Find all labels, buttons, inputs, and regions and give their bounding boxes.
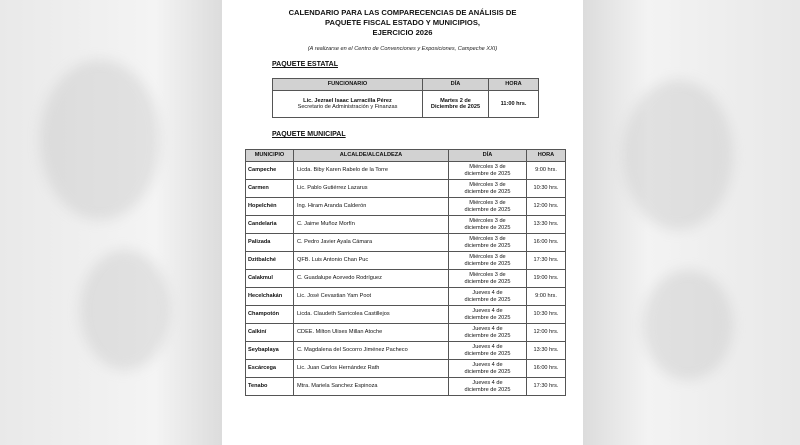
table-row (246, 234, 566, 252)
municipality-cell: Campeche (246, 162, 294, 180)
document-title-line-3: EJERCICIO 2026 (372, 28, 433, 37)
table-row (246, 252, 566, 270)
table-row (246, 216, 566, 234)
day-line-2: diciembre de 2025 (464, 278, 511, 285)
municipality-cell: Candelaria (246, 216, 294, 234)
day-cell (449, 324, 527, 342)
table-row (246, 198, 566, 216)
day-cell (449, 198, 527, 216)
municipality-column-header: MUNICIPIO (246, 150, 294, 162)
day-cell (449, 270, 527, 288)
day-line-1: Miércoles 3 de (469, 218, 506, 225)
day-line-2: diciembre de 2025 (464, 224, 511, 231)
day-line-2: diciembre de 2025 (464, 260, 511, 267)
day-line-1: Jueves 4 de (472, 344, 503, 351)
official-column-header: FUNCIONARIO (273, 79, 423, 91)
day-line-2: Diciembre de 2025 (430, 104, 481, 110)
municipality-cell: Calakmul (246, 270, 294, 288)
table-row (246, 270, 566, 288)
mayor-cell: Lic. Pablo Gutiérrez Lazarus (294, 180, 449, 198)
municipality-cell: Escárcega (246, 360, 294, 378)
day-line-1: Jueves 4 de (472, 290, 503, 297)
day-cell (449, 216, 527, 234)
day-line-1: Jueves 4 de (472, 362, 503, 369)
day-line-2: diciembre de 2025 (464, 188, 511, 195)
day-cell (449, 180, 527, 198)
day-cell (449, 342, 527, 360)
day-line-2: diciembre de 2025 (464, 350, 511, 357)
hour-cell: 13:30 hrs. (527, 216, 566, 234)
official-role: Secretario de Administración y Finanzas (297, 104, 398, 110)
hour-column-header: HORA (527, 150, 566, 162)
municipality-cell: Hopelchén (246, 198, 294, 216)
mayor-cell: C. Pedro Javier Ayala Cámara (294, 234, 449, 252)
hour-cell: 10:30 hrs. (527, 306, 566, 324)
day-cell (423, 91, 489, 118)
mayor-cell: Lic. José Cevastian Yam Poot (294, 288, 449, 306)
mayor-cell: C. Jaime Muñoz Morfín (294, 216, 449, 234)
day-line-2: diciembre de 2025 (464, 296, 511, 303)
hour-cell: 19:00 hrs. (527, 270, 566, 288)
day-cell (449, 378, 527, 396)
day-line-2: diciembre de 2025 (464, 332, 511, 339)
day-line-1: Miércoles 3 de (469, 200, 506, 207)
day-line-1: Jueves 4 de (472, 308, 503, 315)
hour-cell: 17:30 hrs. (527, 252, 566, 270)
municipality-cell: Seybaplaya (246, 342, 294, 360)
day-line-1: Miércoles 3 de (469, 236, 506, 243)
day-line-1: Jueves 4 de (472, 380, 503, 387)
document-title-line-1: CALENDARIO PARA LAS COMPARECENCIAS DE ANÁLISIS DE (288, 8, 517, 17)
municipality-cell: Hecelchakán (246, 288, 294, 306)
hour-cell: 10:30 hrs. (527, 180, 566, 198)
table-row (246, 342, 566, 360)
document-subtitle: (A realizarse en el Centro de Convenciones y Exposiciones, Campeche XXI) (307, 46, 498, 52)
hour-column-header: HORA (489, 79, 539, 91)
table-row (246, 360, 566, 378)
official-cell (273, 91, 423, 118)
mayor-cell: Mtra. Mariela Sanchez Espinoza (294, 378, 449, 396)
state-table-row (273, 91, 539, 118)
hour-cell: 17:30 hrs. (527, 378, 566, 396)
day-line-2: diciembre de 2025 (464, 170, 511, 177)
mayor-column-header: ALCALDE/ALCALDEZA (294, 150, 449, 162)
right-blurred-background (583, 0, 800, 445)
municipality-cell: Palizada (246, 234, 294, 252)
official-name: Lic. Jezrael Isaac Larracilla Pérez (303, 97, 392, 104)
hour-cell: 11:00 hrs. (489, 91, 539, 118)
day-line-2: diciembre de 2025 (464, 314, 511, 321)
day-line-2: diciembre de 2025 (464, 386, 511, 393)
municipality-cell: Champotón (246, 306, 294, 324)
day-line-1: Miércoles 3 de (469, 254, 506, 261)
state-section-title: PAQUETE ESTATAL (272, 61, 338, 68)
day-line-2: diciembre de 2025 (464, 206, 511, 213)
mayor-cell: Lic. Juan Carlos Hernández Rath (294, 360, 449, 378)
day-line-2: diciembre de 2025 (464, 242, 511, 249)
mayor-cell: Licda. Claudeth Sarricolea Castillejos (294, 306, 449, 324)
hour-cell: 9:00 hrs. (527, 288, 566, 306)
day-line-2: diciembre de 2025 (464, 368, 511, 375)
day-column-header: DÍA (423, 79, 489, 91)
municipal-table (245, 149, 566, 396)
hour-cell: 9:00 hrs. (527, 162, 566, 180)
document-page (222, 0, 583, 445)
municipality-cell: Tenabo (246, 378, 294, 396)
day-column-header: DÍA (449, 150, 527, 162)
state-table (272, 78, 539, 118)
mayor-cell: C. Magdalena del Socorro Jiménez Pacheco (294, 342, 449, 360)
mayor-cell: CDEE. Milton Ulises Millan Atoche (294, 324, 449, 342)
day-line-1: Martes 2 de (440, 97, 471, 104)
table-row (246, 378, 566, 396)
day-line-1: Jueves 4 de (472, 326, 503, 333)
day-line-1: Miércoles 3 de (469, 164, 506, 171)
table-row (246, 162, 566, 180)
municipality-cell: Dzitbalché (246, 252, 294, 270)
day-cell (449, 306, 527, 324)
day-cell (449, 234, 527, 252)
day-line-1: Miércoles 3 de (469, 272, 506, 279)
mayor-cell: C. Guadalupe Acevedo Rodríguez (294, 270, 449, 288)
municipal-table-header (246, 150, 566, 162)
day-cell (449, 288, 527, 306)
municipality-cell: Carmen (246, 180, 294, 198)
state-table-header (273, 79, 539, 91)
hour-cell: 12:00 hrs. (527, 198, 566, 216)
day-cell (449, 162, 527, 180)
mayor-cell: Licda. Biby Karen Rabelo de la Torre (294, 162, 449, 180)
table-row (246, 288, 566, 306)
day-cell (449, 360, 527, 378)
table-row (246, 324, 566, 342)
document-title-line-2: PAQUETE FISCAL ESTADO Y MUNICIPIOS, (325, 18, 480, 27)
mayor-cell: QFB. Luis Antonio Chan Puc (294, 252, 449, 270)
municipal-section-title: PAQUETE MUNICIPAL (272, 131, 346, 138)
hour-cell: 16:00 hrs. (527, 234, 566, 252)
mayor-cell: Ing. Hiram Aranda Calderón (294, 198, 449, 216)
hour-cell: 12:00 hrs. (527, 324, 566, 342)
municipality-cell: Calkiní (246, 324, 294, 342)
hour-cell: 13:30 hrs. (527, 342, 566, 360)
hour-cell: 16:00 hrs. (527, 360, 566, 378)
day-line-1: Miércoles 3 de (469, 182, 506, 189)
left-blurred-background (0, 0, 222, 445)
table-row (246, 180, 566, 198)
table-row (246, 306, 566, 324)
day-cell (449, 252, 527, 270)
